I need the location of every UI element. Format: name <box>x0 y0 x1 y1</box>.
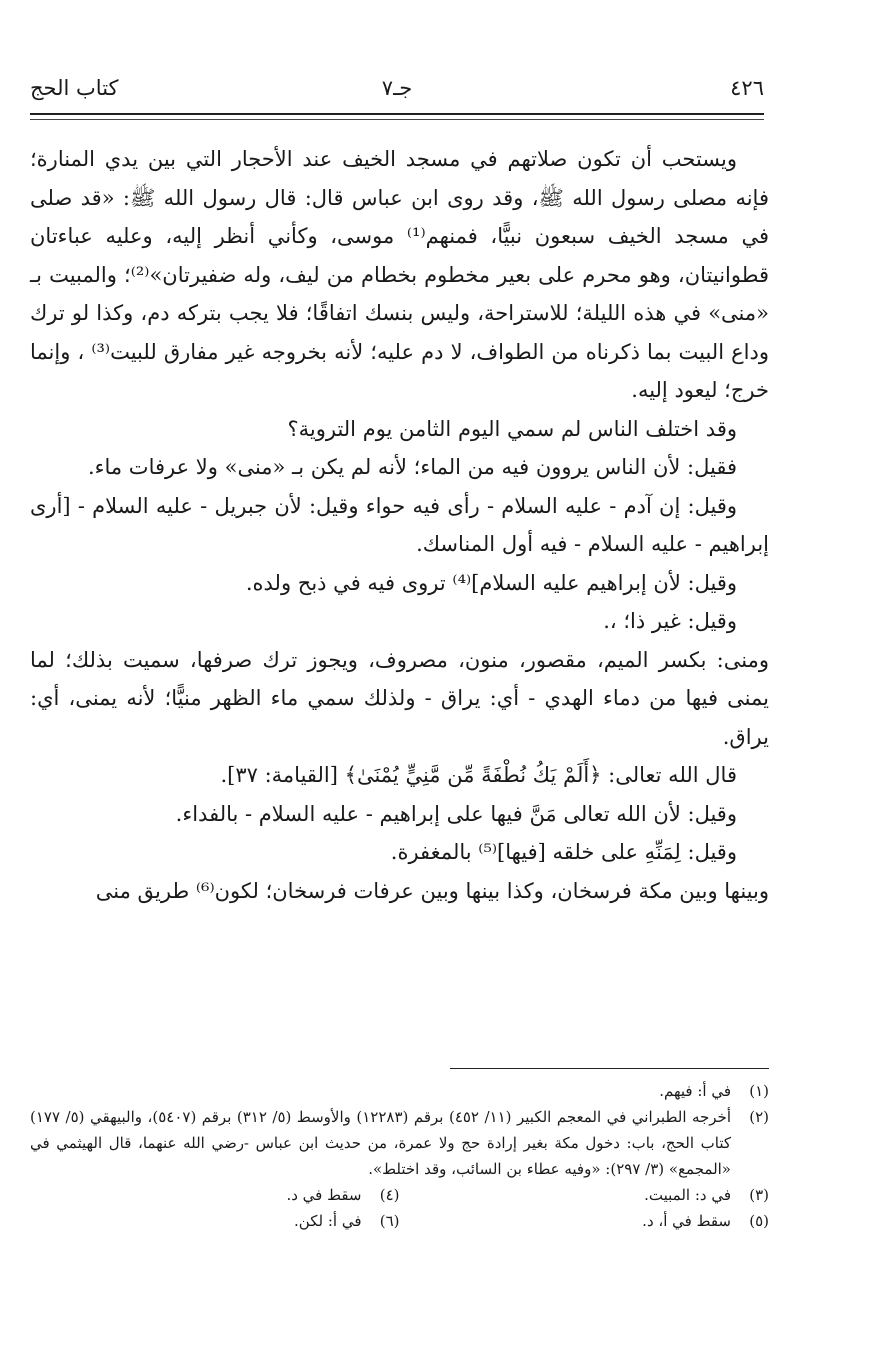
footnote-text: أخرجه الطبراني في المعجم الكبير (١١/ ٤٥٢) برقم (١٢٢٨٣) والأوسط (٥/ ٣١٢) برقم (٥٤٠٧)، والبيهقي (٥/ ١٧٧) كتاب الحج، باب: دخول مكة بغير إرادة حج ولا عمرة، من حديث ابن عباس -رضي الله عنهما، قال الهيثمي في «المجمع» (٣/ ٢٩٧): «وفيه عطاء بن السائب، وقد اختلط». <box>30 1108 731 1178</box>
footnote-text: في أ: فيهم. <box>659 1082 731 1100</box>
paragraph: ومنى: بكسر الميم، مقصور، منون، مصروف، ويجوز ترك صرفها، سميت بذلك؛ لما يمنى فيها من دماء الهدي - أي: يراق - ولذلك سمي ماء الظهر منيًّا؛ لأنه يمنى، أي: يراق. <box>30 647 769 749</box>
footnote-4 <box>30 1182 400 1208</box>
paragraph: وبينها وبين مكة فرسخان، وكذا بينها وبين عرفات فرسخان؛ لكون⁽⁶⁾ طريق منى <box>95 878 769 903</box>
footnote-text: في د: المبيت. <box>644 1186 731 1204</box>
paragraph: وقيل: لِمَنِّهِ على خلقه [فيها]⁽⁵⁾ بالمغفرة. <box>390 840 737 864</box>
page-header <box>30 70 764 110</box>
footnote-5 <box>400 1208 770 1234</box>
page-number: ٤٢٦ <box>730 76 764 100</box>
paragraph: وقيل: لأن إبراهيم عليه السلام]⁽⁴⁾ تروى فيه في ذبح ولده. <box>245 570 737 595</box>
header-rule-thin <box>30 119 764 120</box>
footnote-2 <box>30 1104 769 1182</box>
main-text <box>30 140 769 910</box>
footnote-number: (٥) <box>749 1212 769 1230</box>
footnotes <box>30 1078 769 1234</box>
paragraph: وقيل: لأن الله تعالى مَنَّ فيها على إبراهيم - عليه السلام - بالفداء. <box>175 801 737 826</box>
paragraph: وقيل: غير ذا؛ ،. <box>603 609 737 633</box>
volume-label: جـ٧ <box>381 76 413 100</box>
paragraph: وقيل: إن آدم - عليه السلام - رأى فيه حواء وقيل: لأن جبريل - عليه السلام - [أرى إبراهيم - عليه السلام - فيه أول المناسك. <box>30 493 769 556</box>
footnote-number: (٣) <box>749 1186 769 1204</box>
footnote-text: سقط في أ، د. <box>642 1212 731 1230</box>
footnote-number: (١) <box>749 1082 769 1100</box>
book-title: كتاب الحج <box>30 76 119 100</box>
footnote-number: (٤) <box>379 1186 400 1204</box>
header-rule-thick <box>30 113 764 115</box>
footnote-number: (٢) <box>749 1108 769 1126</box>
footnote-text: في أ: لكن. <box>294 1212 362 1230</box>
footnote-6 <box>30 1208 400 1234</box>
footnote-separator <box>450 1068 769 1069</box>
footnote-1 <box>30 1078 769 1104</box>
footnote-number: (٦) <box>379 1212 400 1230</box>
paragraph: قال الله تعالى: ﴿أَلَمْ يَكُ نُطْفَةً مِّن مَّنِيٍّ يُمْنَىٰ﴾ [القيامة: ٣٧]. <box>220 763 737 787</box>
paragraph: ويستحب أن تكون صلاتهم في مسجد الخيف عند الأحجار التي بين يدي المنارة؛ فإنه مصلى رسول الله ﷺ، وقد روى ابن عباس قال: قال رسول الله ﷺ: «قد صلى في مسجد الخيف سبعون نبيًّا، فمنهم⁽¹⁾ موسى، وكأني أنظر إليه، وعليه عباءتان قطوانيتان، وهو محرم على بعير مخطوم بخطام من ليف، وله ضفيرتان»⁽²⁾؛ والمبيت بـ «منى» في هذه الليلة؛ للاستراحة، وليس بنسك اتفاقًا؛ فلا يجب بتركه دم، وكذا لو ترك وداع البيت بما ذكرناه من الطواف، لا دم عليه؛ لأنه بخروجه غير مفارق للبيت⁽³⁾ ، وإنما خرج؛ ليعود إليه. <box>30 147 769 402</box>
paragraph: وقد اختلف الناس لم سمي اليوم الثامن يوم التروية؟ <box>287 416 737 441</box>
footnote-row <box>30 1208 769 1234</box>
paragraph: فقيل: لأن الناس يروون فيه من الماء؛ لأنه لم يكن بـ «منى» ولا عرفات ماء. <box>87 455 737 479</box>
footnote-3 <box>400 1182 770 1208</box>
footnote-row <box>30 1182 769 1208</box>
footnote-text: سقط في د. <box>286 1186 362 1204</box>
